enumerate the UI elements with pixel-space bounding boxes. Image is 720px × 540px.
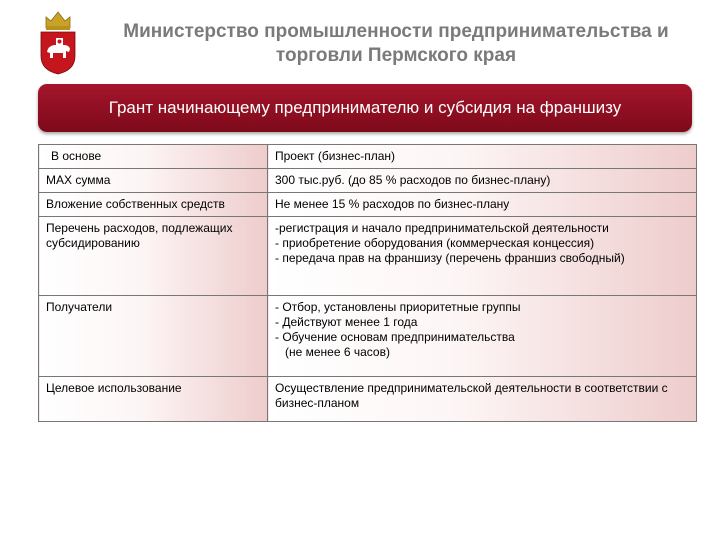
row-value (268, 377, 697, 422)
row-label: Получатели (39, 296, 268, 377)
row-value (268, 217, 697, 296)
value-line: - Действуют менее 1 года (275, 315, 418, 329)
value-line: - Обучение основам предпринимательства (275, 330, 515, 344)
row-label: Перечень расходов, подлежащих субсидированию (39, 217, 268, 296)
table-row (39, 296, 697, 377)
value-line: Не менее 15 % расходов по бизнес-плану (275, 197, 510, 211)
value-line: (не менее 6 часов) (285, 345, 390, 359)
value-line: 300 тыс.руб. (до 85 % расходов по бизнес-плану) (275, 173, 551, 187)
banner (38, 84, 692, 132)
coat-of-arms-icon (36, 8, 80, 76)
table-row (39, 169, 697, 193)
ministry-title-line2: торговли Пермского края (275, 45, 517, 66)
row-value (268, 296, 697, 377)
info-table (38, 144, 697, 422)
row-label: В основе (39, 145, 268, 169)
row-value (268, 193, 697, 217)
row-label: Целевое использование (39, 377, 268, 422)
table-row (39, 145, 697, 169)
row-value (268, 169, 697, 193)
value-line: - Отбор, установлены приоритетные группы (275, 300, 521, 314)
row-value (268, 145, 697, 169)
value-line: -регистрация и начало предпринимательской деятельности (275, 221, 609, 235)
ministry-title (96, 20, 696, 68)
value-line: Осуществление предпринимательской деятельности в соответствии с бизнес-планом (275, 381, 668, 410)
table-row (39, 377, 697, 422)
value-line: - передача прав на франшизу (перечень франшиз свободный) (275, 251, 625, 265)
row-label: Вложение собственных средств (39, 193, 268, 217)
table-row (39, 217, 697, 296)
ministry-title-line1: Министерство промышленности предпринимательства и (123, 21, 669, 42)
table-row (39, 193, 697, 217)
banner-title: Грант начинающему предпринимателю и субсидия на франшизу (108, 98, 622, 117)
value-line: - приобретение оборудования (коммерческая концессия) (275, 236, 595, 250)
row-label: MAX сумма (39, 169, 268, 193)
value-line: Проект (бизнес-план) (275, 149, 396, 163)
